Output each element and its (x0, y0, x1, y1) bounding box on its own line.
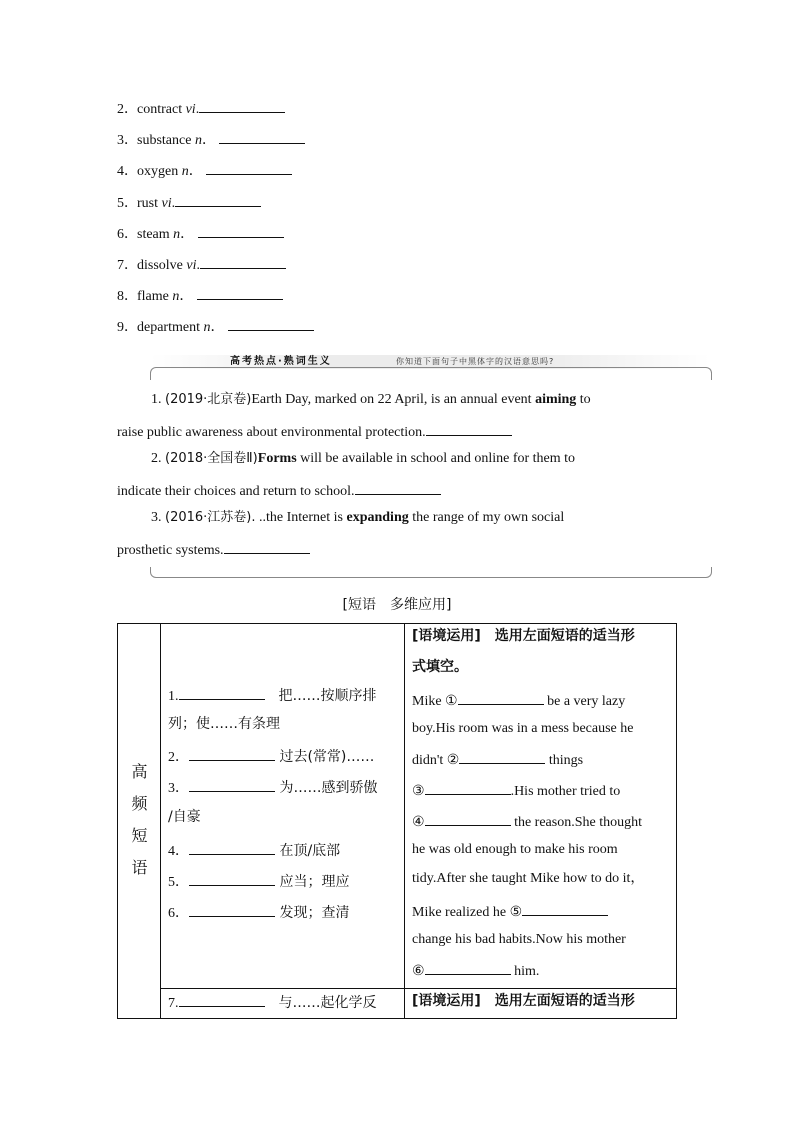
box-top-border (150, 367, 712, 380)
vocab-item: 5．rust vi. (117, 192, 261, 213)
table-divider (404, 624, 405, 1018)
instruction: [语境运用] 选用左面短语的适当形 (412, 993, 635, 1009)
category-char: 短 (131, 826, 148, 845)
answer-blank[interactable] (228, 316, 314, 331)
passage-line: Mike ① be a very lazy (412, 690, 674, 711)
vocab-item: 7．dissolve vi. (117, 254, 286, 275)
phrase-item: 2． 过去(常常)…… (168, 746, 374, 767)
category-char: 频 (131, 794, 148, 813)
answer-blank[interactable] (189, 871, 275, 886)
table-row-divider (160, 988, 676, 989)
passage-line: boy.His room was in a mess because he (412, 721, 634, 736)
passage-line: didn't ② things (412, 749, 674, 770)
sentence-3-line2: prosthetic systems. (117, 539, 662, 560)
phrase-item: 5． 应当；理应 (168, 871, 349, 892)
phrase-item-cont: 列；使……有条理 (168, 716, 280, 732)
passage-line: ④ the reason.She thought (412, 811, 674, 832)
category-label (118, 756, 161, 884)
answer-blank[interactable] (355, 480, 441, 495)
sentence-1-line1: 1. (2019·北京卷)Earth Day, marked on 22 April, is an annual event aiming to (151, 392, 591, 407)
answer-blank[interactable] (206, 160, 292, 175)
answer-blank[interactable] (426, 421, 512, 436)
phrase-table (117, 623, 677, 1019)
answer-blank[interactable] (199, 98, 285, 113)
phrase-item: 6． 发现；查清 (168, 902, 349, 923)
phrase-item: 1. 把……按顺序排 (168, 685, 377, 706)
phrase-item: 4． 在顶/底部 (168, 840, 340, 861)
passage-line: tidy.After she taught Mike how to do it， (412, 871, 645, 886)
answer-blank[interactable] (219, 129, 305, 144)
answer-blank[interactable] (179, 685, 265, 700)
vocab-item: 9．department n． (117, 316, 314, 337)
phrase-item: 7. 与……起化学反 (168, 992, 377, 1013)
vocab-item: 8．flame n． (117, 285, 283, 306)
sentence-2-line2: indicate their choices and return to school. (117, 480, 662, 501)
vocab-item: 2．contract vi. (117, 98, 285, 119)
vocab-item: 4．oxygen n． (117, 160, 292, 181)
answer-blank[interactable] (198, 223, 284, 238)
answer-blank[interactable] (459, 749, 545, 764)
passage-line: Mike realized he ⑤ (412, 901, 674, 922)
category-char: 语 (131, 858, 148, 877)
answer-blank[interactable] (522, 901, 608, 916)
answer-blank[interactable] (425, 780, 511, 795)
phrase-item-cont: /自豪 (168, 809, 201, 825)
answer-blank[interactable] (224, 539, 310, 554)
answer-blank[interactable] (200, 254, 286, 269)
box-bottom-border (150, 567, 712, 578)
instruction-cont: 式填空。 (412, 659, 468, 675)
answer-blank[interactable] (458, 690, 544, 705)
sentence-2-line1: 2. (2018·全国卷Ⅱ)Forms will be available in school and online for them to (151, 451, 576, 466)
answer-blank[interactable] (189, 840, 275, 855)
answer-blank[interactable] (425, 960, 511, 975)
instruction: [语境运用] 选用左面短语的适当形 (412, 628, 635, 644)
answer-blank[interactable] (189, 777, 275, 792)
phrase-item: 3． 为……感到骄傲 (168, 777, 377, 798)
category-char: 高 (131, 762, 148, 781)
answer-blank[interactable] (425, 811, 511, 826)
answer-blank[interactable] (179, 992, 265, 1007)
sentence-3-line1: 3. (2016·江苏卷). ..the Internet is expanding the range of my own social (151, 510, 565, 525)
passage-line: ⑥ him. (412, 960, 674, 981)
answer-blank[interactable] (175, 192, 261, 207)
hot-box-subtitle: 你知道下面句子中黑体字的汉语意思吗? (396, 357, 555, 366)
answer-blank[interactable] (189, 902, 275, 917)
vocab-item: 6．steam n． (117, 223, 284, 244)
sentence-1-line2: raise public awareness about environmental protection. (117, 421, 662, 442)
hot-box-title: 高考热点·熟词生义 (230, 356, 332, 367)
passage-line: change his bad habits.Now his mother (412, 932, 626, 947)
vocab-item: 3．substance n． (117, 129, 305, 150)
answer-blank[interactable] (197, 285, 283, 300)
passage-line: he was old enough to make his room (412, 842, 618, 857)
section-title: [短语 多维应用] (342, 597, 452, 613)
passage-line: ③ .His mother tried to (412, 780, 674, 801)
answer-blank[interactable] (189, 746, 275, 761)
